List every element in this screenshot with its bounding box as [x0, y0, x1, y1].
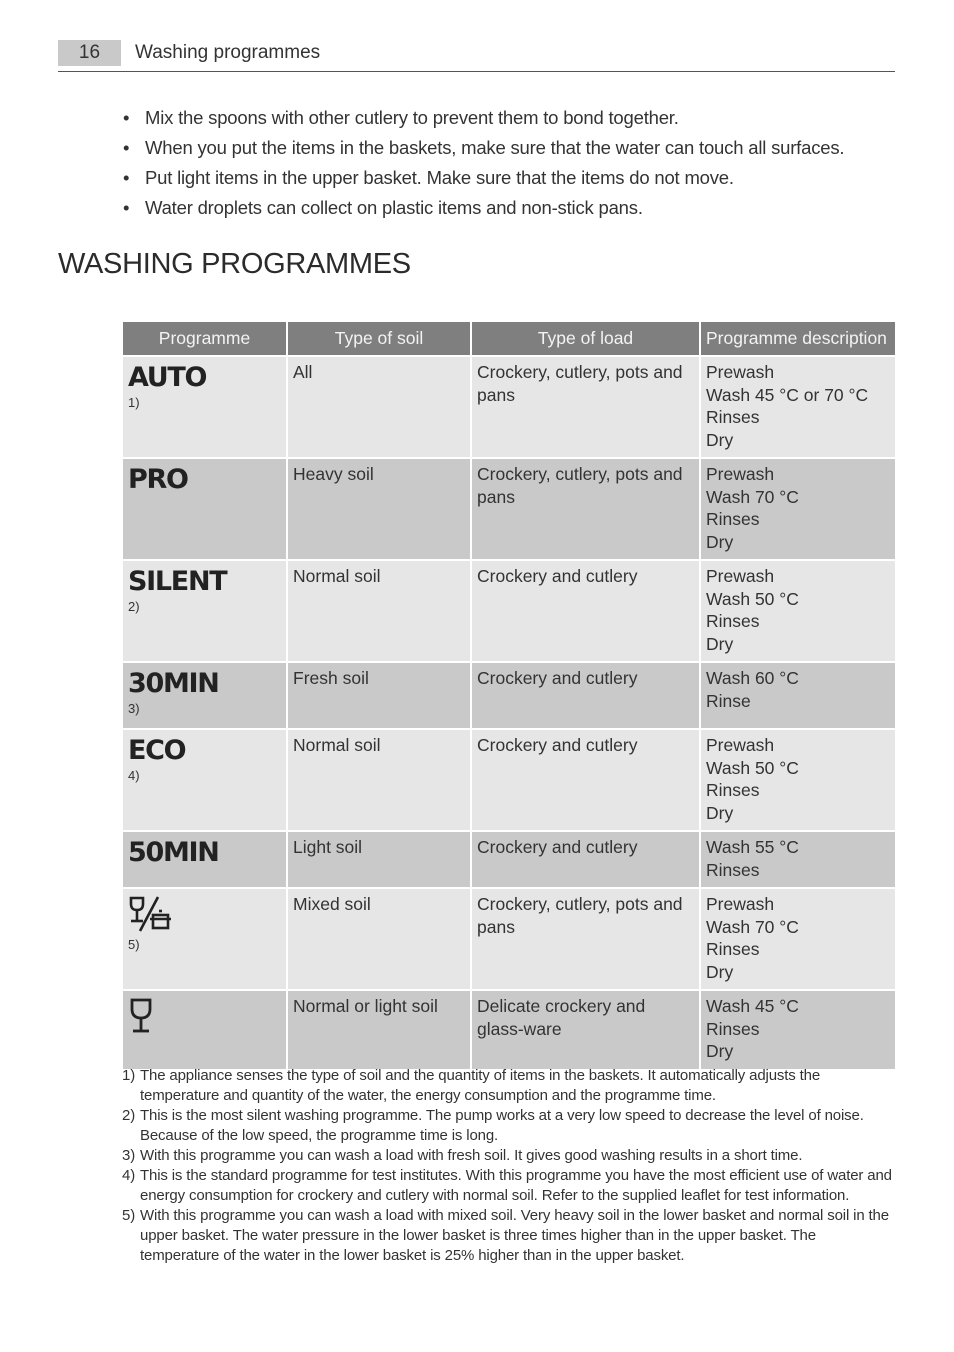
footnote-mark: 5) — [122, 1207, 136, 1224]
load-cell: Crockery and cutlery — [471, 729, 700, 831]
description-cell: Wash 55 °C Rinses — [700, 831, 896, 888]
programme-50min-label: 50MIN — [128, 837, 219, 868]
programme-pro-label: PRO — [128, 464, 188, 495]
description-cell: Prewash Wash 45 °C or 70 °C Rinses Dry — [700, 356, 896, 458]
programme-cell — [122, 662, 287, 729]
load-cell: Crockery and cutlery — [471, 662, 700, 729]
footnote-ref: 5) — [128, 937, 140, 952]
glass-and-pot-icon — [128, 895, 172, 935]
load-cell: Crockery, cutlery, pots and pans — [471, 458, 700, 560]
page-title: WASHING PROGRAMMES — [58, 248, 411, 280]
tips-list — [120, 103, 844, 223]
description-cell: Wash 60 °C Rinse — [700, 662, 896, 729]
column-header-soil: Type of soil — [287, 321, 471, 356]
programme-cell — [122, 458, 287, 560]
load-cell: Delicate crockery and glass-ware — [471, 990, 700, 1070]
footnote-item — [122, 1066, 896, 1106]
footnote-mark: 2) — [122, 1107, 136, 1124]
table-row — [122, 560, 896, 662]
list-item: • Put light items in the upper basket. Make sure that the items do not move. — [120, 163, 844, 193]
description-cell: Prewash Wash 50 °C Rinses Dry — [700, 560, 896, 662]
load-cell: Crockery and cutlery — [471, 560, 700, 662]
programme-cell — [122, 356, 287, 458]
footnote-mark: 4) — [122, 1167, 136, 1184]
soil-cell: Mixed soil — [287, 888, 471, 990]
programme-cell — [122, 888, 287, 990]
table-row — [122, 990, 896, 1070]
page-header — [58, 40, 895, 72]
list-item: • Water droplets can collect on plastic items and non-stick pans. — [120, 193, 844, 223]
programme-eco-label: ECO — [128, 735, 186, 766]
footnote-ref: 1) — [128, 395, 140, 410]
footnote-text: This is the most silent washing programme. The pump works at a very low speed to decrease the level of noise. Because of the low speed, the programme time is long. — [140, 1107, 864, 1144]
table-row — [122, 458, 896, 560]
soil-cell: Normal soil — [287, 729, 471, 831]
soil-cell: Normal soil — [287, 560, 471, 662]
bullet-icon: • — [123, 167, 130, 188]
bullet-icon: • — [123, 137, 130, 158]
soil-cell: Light soil — [287, 831, 471, 888]
footnote-mark: 1) — [122, 1067, 136, 1084]
load-cell: Crockery, cutlery, pots and pans — [471, 888, 700, 990]
column-header-description: Programme description — [700, 321, 896, 356]
footnote-item — [122, 1166, 896, 1206]
footnote-item — [122, 1146, 896, 1166]
description-cell: Prewash Wash 70 °C Rinses Dry — [700, 458, 896, 560]
programme-silent-label: SILENT — [128, 566, 227, 597]
list-item: • When you put the items in the baskets, make sure that the water can touch all surfaces. — [120, 133, 844, 163]
footnote-ref: 3) — [128, 701, 140, 716]
table-row — [122, 729, 896, 831]
soil-cell: Normal or light soil — [287, 990, 471, 1070]
programme-cell — [122, 831, 287, 888]
programme-cell — [122, 990, 287, 1070]
footnote-item — [122, 1106, 896, 1146]
footnote-text: The appliance senses the type of soil and the quantity of items in the baskets. It automatically adjusts the temperature and quantity of the water, the energy consumption and the programme time. — [140, 1067, 821, 1104]
wine-glass-icon — [128, 997, 172, 1037]
footnote-ref: 4) — [128, 768, 140, 783]
programmes-table — [121, 320, 897, 1071]
load-cell: Crockery and cutlery — [471, 831, 700, 888]
soil-cell: All — [287, 356, 471, 458]
footnote-text: With this programme you can wash a load with fresh soil. It gives good washing results in a short time. — [140, 1147, 803, 1164]
programme-cell — [122, 729, 287, 831]
footnote-text: With this programme you can wash a load with mixed soil. Very heavy soil in the lower basket and normal soil in the upper basket. The water pressure in the lower basket is three times higher than in the upper basket. The temperature of the water in the lower basket is 25% higher than in the upper basket. — [140, 1207, 889, 1264]
table-row — [122, 356, 896, 458]
page-number: 16 — [58, 40, 121, 66]
programme-auto-label: AUTO — [128, 362, 207, 393]
programme-cell — [122, 560, 287, 662]
section-title: Washing programmes — [135, 42, 321, 63]
description-cell: Wash 45 °C Rinses Dry — [700, 990, 896, 1070]
bullet-icon: • — [123, 107, 130, 128]
footnotes-list — [122, 1066, 896, 1266]
column-header-load: Type of load — [471, 321, 700, 356]
programme-30min-label: 30MIN — [128, 668, 219, 699]
footnote-item — [122, 1206, 896, 1266]
table-row — [122, 662, 896, 729]
footnote-text: This is the standard programme for test institutes. With this programme you have the most efficient use of water and energy consumption for crockery and cutlery with normal soil. Refer to the supplied leaflet for test information. — [140, 1167, 892, 1204]
soil-cell: Fresh soil — [287, 662, 471, 729]
table-header-row — [122, 321, 896, 356]
bullet-icon: • — [123, 197, 130, 218]
table-row — [122, 888, 896, 990]
table-row — [122, 831, 896, 888]
description-cell: Prewash Wash 50 °C Rinses Dry — [700, 729, 896, 831]
column-header-programme: Programme — [122, 321, 287, 356]
footnote-mark: 3) — [122, 1147, 136, 1164]
soil-cell: Heavy soil — [287, 458, 471, 560]
load-cell: Crockery, cutlery, pots and pans — [471, 356, 700, 458]
description-cell: Prewash Wash 70 °C Rinses Dry — [700, 888, 896, 990]
footnote-ref: 2) — [128, 599, 140, 614]
list-item: • Mix the spoons with other cutlery to prevent them to bond together. — [120, 103, 844, 133]
